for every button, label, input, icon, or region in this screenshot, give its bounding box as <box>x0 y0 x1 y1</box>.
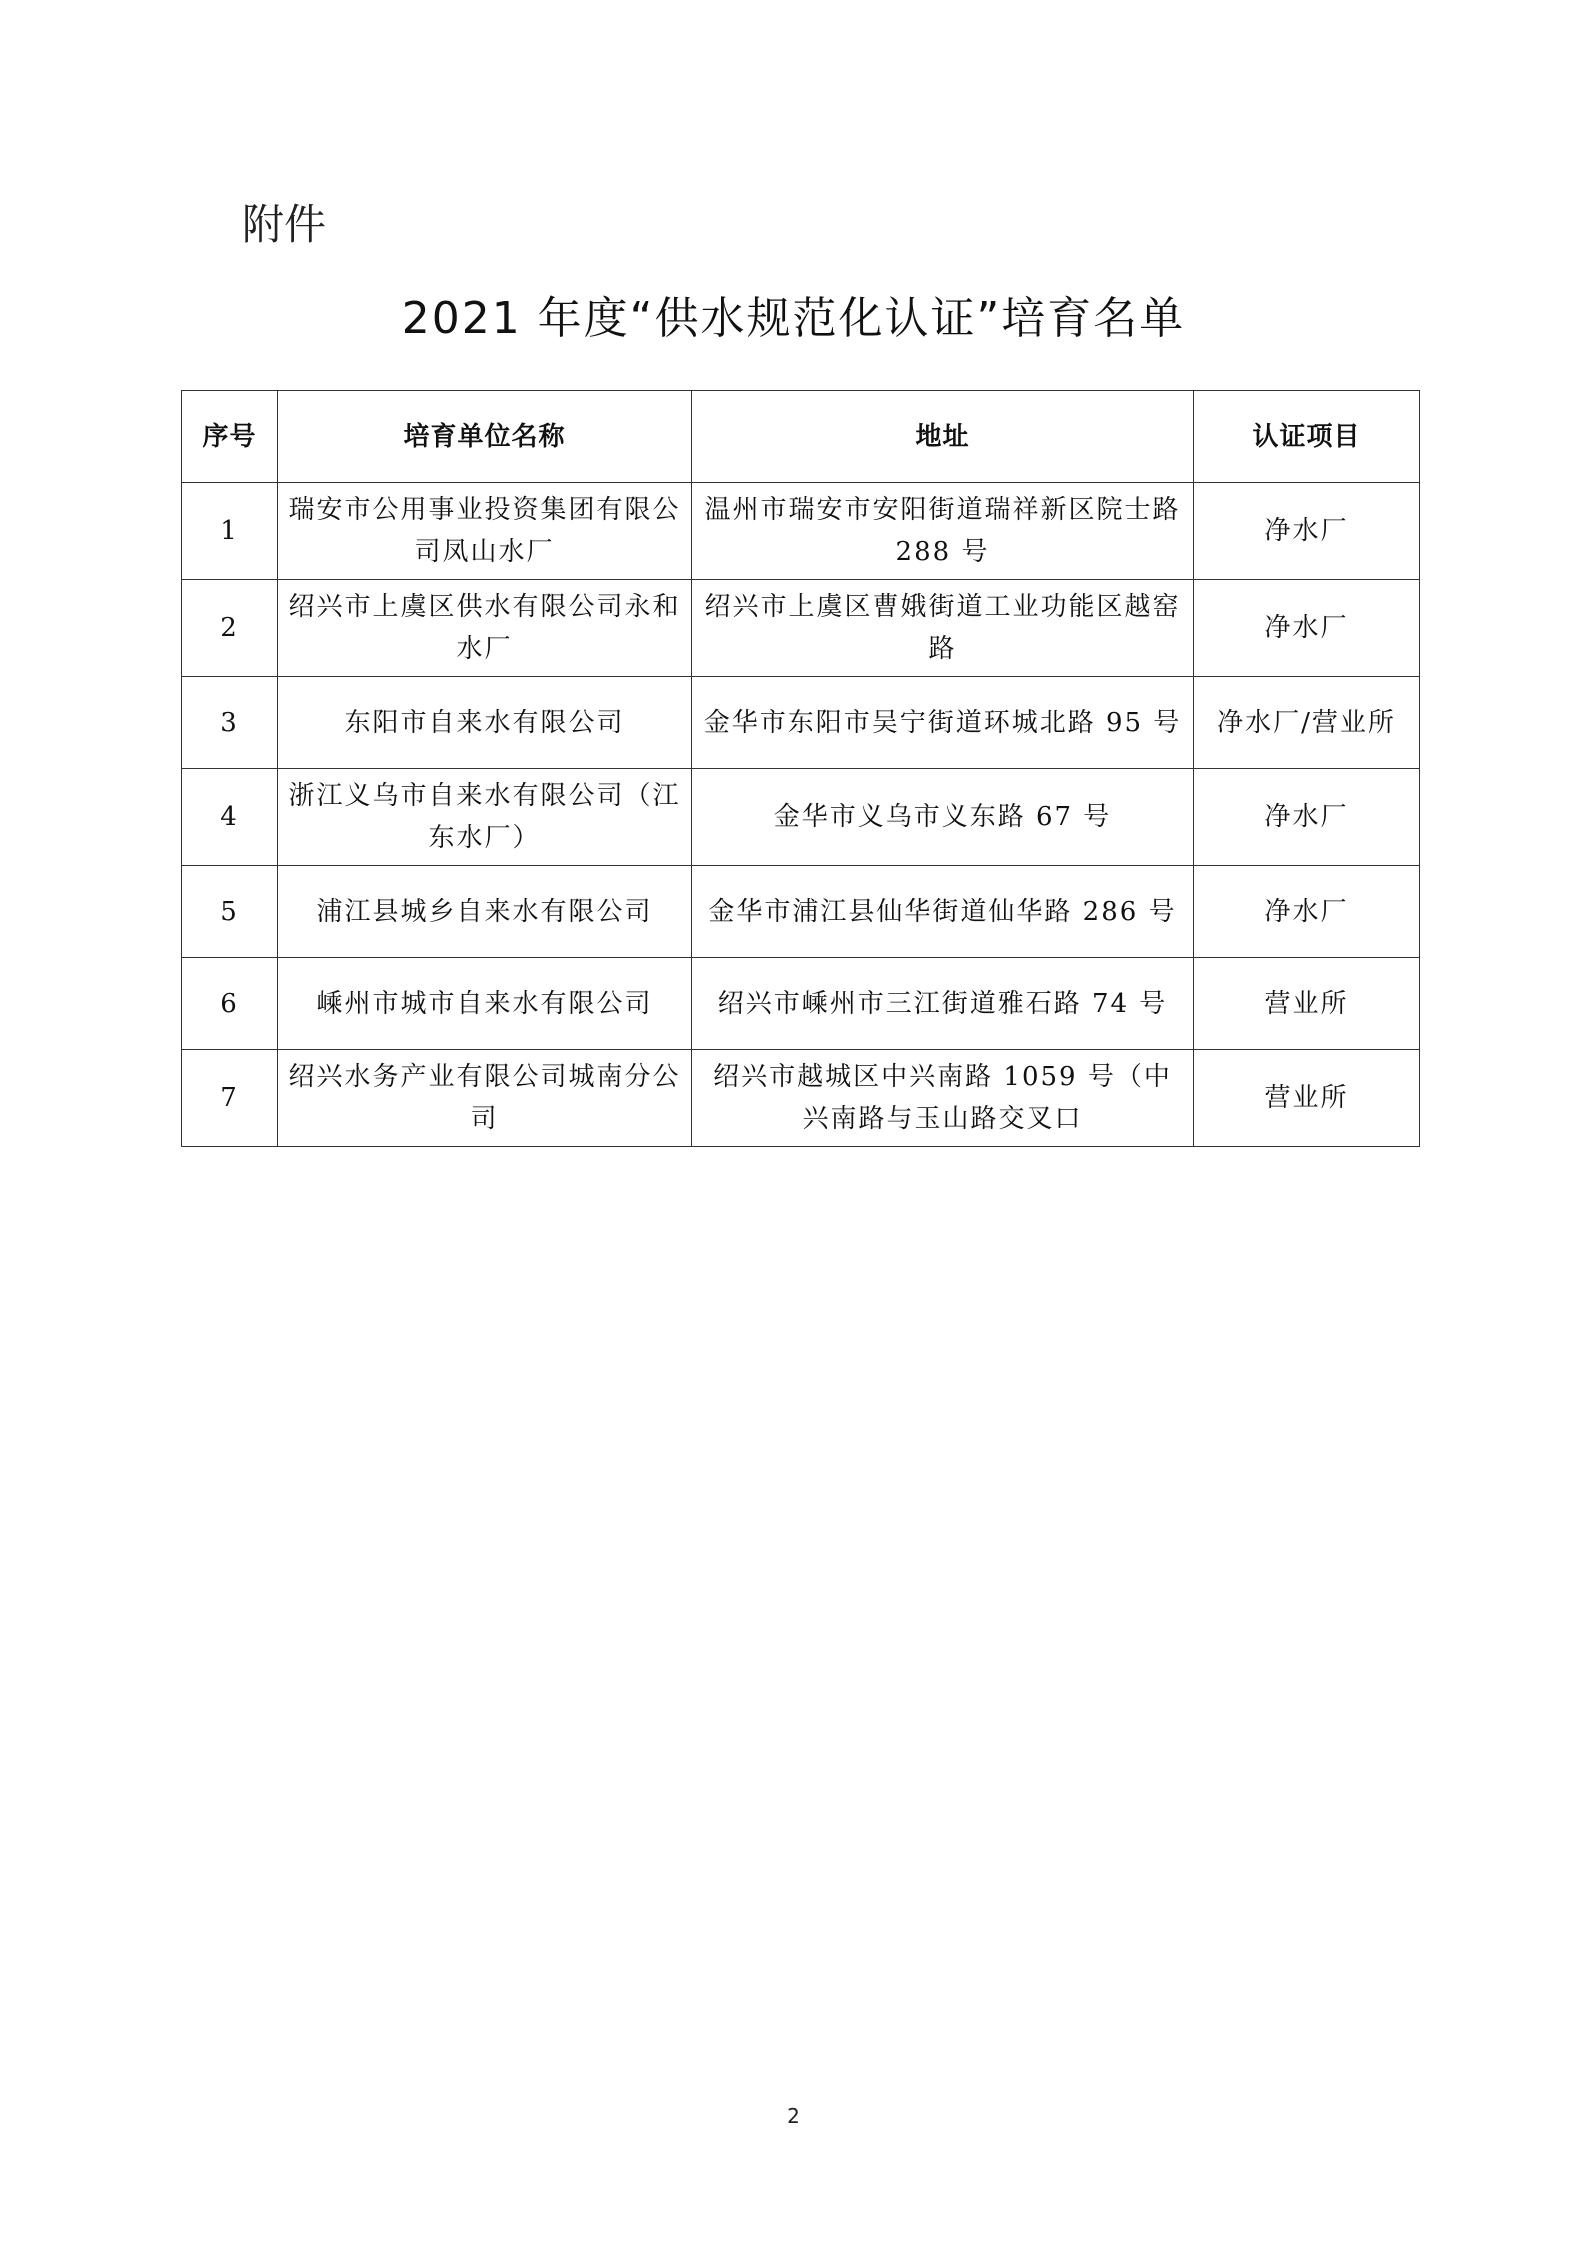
cell-serial-number: 1 <box>182 483 278 580</box>
cell-unit-name: 瑞安市公用事业投资集团有限公司凤山水厂 <box>278 483 692 580</box>
cell-unit-name: 浦江县城乡自来水有限公司 <box>278 866 692 958</box>
table-row <box>182 958 1420 1050</box>
header-address: 地址 <box>692 391 1194 483</box>
cell-serial-number: 3 <box>182 677 278 769</box>
header-unit-name: 培育单位名称 <box>278 391 692 483</box>
cell-unit-name: 绍兴水务产业有限公司城南分公司 <box>278 1050 692 1147</box>
cell-serial-number: 4 <box>182 769 278 866</box>
header-certification-item: 认证项目 <box>1194 391 1420 483</box>
table-header-row <box>182 391 1420 483</box>
cell-serial-number: 7 <box>182 1050 278 1147</box>
table-row <box>182 769 1420 866</box>
cell-certification-item: 净水厂 <box>1194 580 1420 677</box>
table-row <box>182 1050 1420 1147</box>
cell-unit-name: 嵊州市城市自来水有限公司 <box>278 958 692 1050</box>
cell-serial-number: 6 <box>182 958 278 1050</box>
table-row <box>182 866 1420 958</box>
cell-certification-item: 营业所 <box>1194 1050 1420 1147</box>
cell-address: 绍兴市嵊州市三江街道雅石路 74 号 <box>692 958 1194 1050</box>
cell-certification-item: 营业所 <box>1194 958 1420 1050</box>
cell-unit-name: 绍兴市上虞区供水有限公司永和水厂 <box>278 580 692 677</box>
cell-address: 金华市义乌市义东路 67 号 <box>692 769 1194 866</box>
table-row <box>182 677 1420 769</box>
cell-address: 绍兴市越城区中兴南路 1059 号（中兴南路与玉山路交叉口 <box>692 1050 1194 1147</box>
cell-certification-item: 净水厂 <box>1194 483 1420 580</box>
cell-address: 温州市瑞安市安阳街道瑞祥新区院士路 288 号 <box>692 483 1194 580</box>
header-serial-number: 序号 <box>182 391 278 483</box>
cultivation-list-table <box>181 390 1420 1147</box>
page-number: 2 <box>787 2104 800 2128</box>
table-row <box>182 483 1420 580</box>
cell-address: 绍兴市上虞区曹娥街道工业功能区越窑路 <box>692 580 1194 677</box>
cell-address: 金华市浦江县仙华街道仙华路 286 号 <box>692 866 1194 958</box>
cell-address: 金华市东阳市吴宁街道环城北路 95 号 <box>692 677 1194 769</box>
cell-serial-number: 2 <box>182 580 278 677</box>
cell-unit-name: 浙江义乌市自来水有限公司（江东水厂） <box>278 769 692 866</box>
cell-certification-item: 净水厂 <box>1194 866 1420 958</box>
cell-serial-number: 5 <box>182 866 278 958</box>
table-row <box>182 580 1420 677</box>
attachment-label: 附件 <box>242 200 327 249</box>
cell-certification-item: 净水厂/营业所 <box>1194 677 1420 769</box>
cell-certification-item: 净水厂 <box>1194 769 1420 866</box>
cell-unit-name: 东阳市自来水有限公司 <box>278 677 692 769</box>
document-title: 2021 年度“供水规范化认证”培育名单 <box>401 293 1186 344</box>
